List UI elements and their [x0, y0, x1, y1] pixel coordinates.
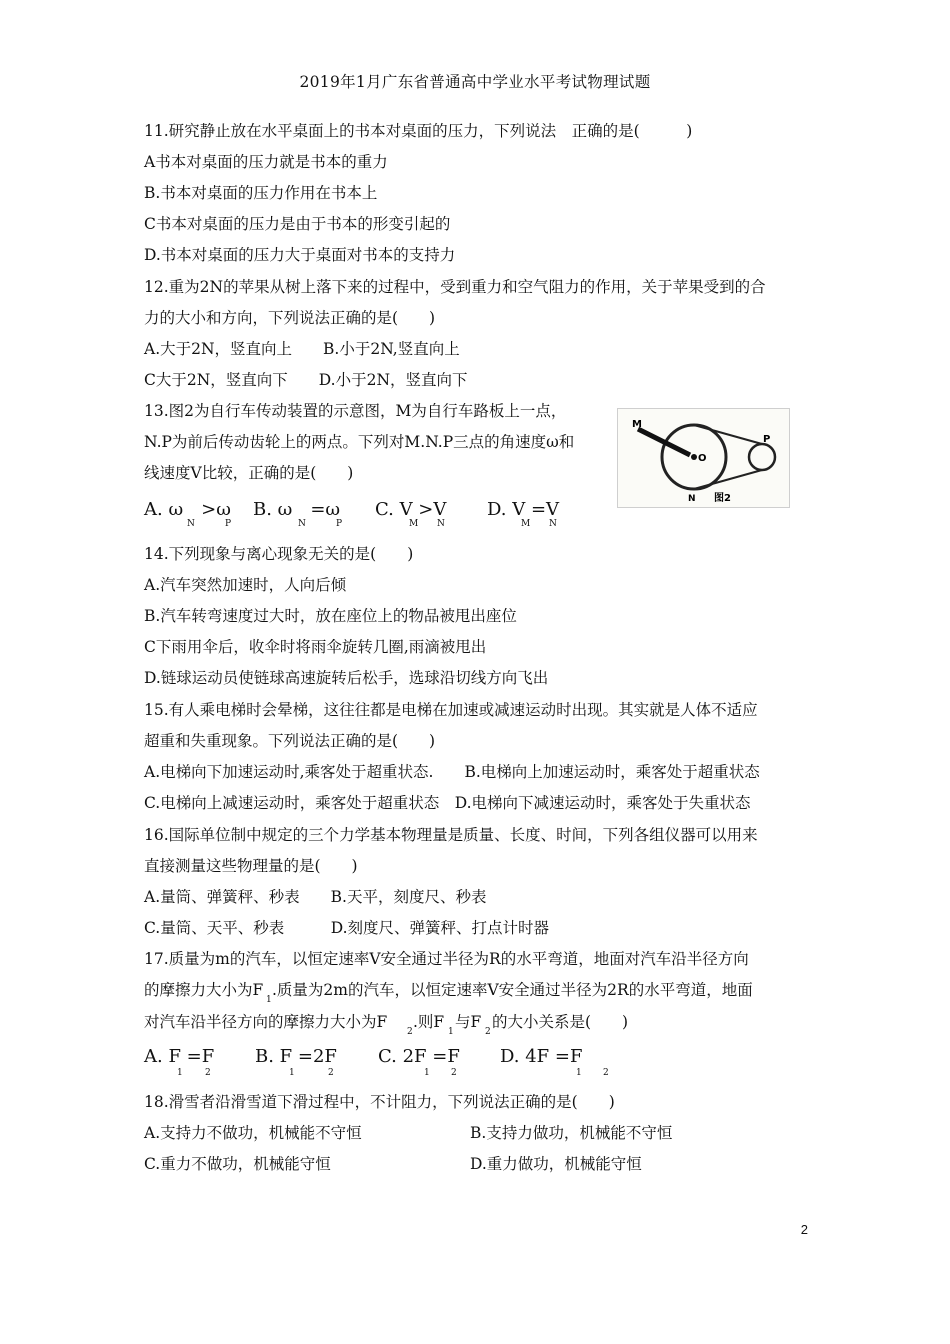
subscript-1: 1 — [289, 1068, 295, 1078]
figure-label-p: P — [763, 434, 771, 445]
question-17-option-a: A. F =F — [144, 1046, 215, 1067]
subscript-1: 1 — [576, 1068, 582, 1078]
question-18-option-b: B.支持力做功，机械能不守恒 — [470, 1124, 673, 1142]
figure-caption: 图2 — [714, 493, 731, 504]
subscript-n: N — [298, 519, 306, 529]
question-14-option-d: D.链球运动员使链球高速旋转后松手，选球沿切线方向飞出 — [144, 669, 549, 687]
question-17-stem-line3b: .则F — [413, 1013, 445, 1031]
question-16-options-cd: C.量筒、天平、秒表 D.刻度尺、弹簧秤、打点计时器 — [144, 919, 550, 937]
subscript-2: 2 — [407, 1027, 413, 1037]
question-12-stem-line1: 12.重为2N的苹果从树上落下来的过程中，受到重力和空气阻力的作用，关于苹果受到的合 — [144, 278, 766, 296]
question-13-stem-line1: 13.图2为自行车传动装置的示意图，M为自行车路板上一点， — [144, 402, 567, 420]
question-11-option-c: C书本对桌面的压力是由于书本的形变引起的 — [144, 215, 451, 233]
question-15-options-cd: C.电梯向上减速运动时，乘客处于超重状态 D.电梯向下减速运动时，乘客处于失重状态 — [144, 794, 751, 812]
question-17-stem-line1: 17.质量为m的汽车，以恒定速率V安全通过半径为R的水平弯道，地面对汽车沿半径方向 — [144, 950, 749, 968]
question-17-stem-line2a: 的摩擦力大小为F — [144, 981, 264, 999]
question-11-option-d: D.书本对桌面的压力大于桌面对书本的支持力 — [144, 246, 456, 264]
question-17-stem-line2b: .质量为2m的汽车，以恒定速率V安全通过半径为2R的水平弯道，地面 — [272, 981, 753, 999]
question-12-stem-line2: 力的大小和方向，下列说法正确的是( ) — [144, 309, 436, 327]
subscript-m: M — [409, 519, 419, 529]
question-16-stem-line2: 直接测量这些物理量的是( ) — [144, 857, 358, 875]
question-11-option-b: B.书本对桌面的压力作用在书本上 — [144, 184, 378, 202]
question-17-option-b: B. F =2F — [255, 1046, 337, 1067]
bicycle-transmission-figure — [617, 408, 790, 508]
question-18-option-d: D.重力做功，机械能守恒 — [470, 1155, 642, 1173]
question-11-stem: 11.研究静止放在水平桌面上的书本对桌面的压力，下列说法 正确的是( ) — [144, 122, 693, 140]
question-16-stem-line1: 16.国际单位制中规定的三个力学基本物理量是质量、长度、时间，下列各组仪器可以用来 — [144, 826, 758, 844]
subscript-2: 2 — [603, 1068, 609, 1078]
subscript-1: 1 — [424, 1068, 430, 1078]
question-13-stem-line2: N.P为前后传动齿轮上的两点。下列对M.N.P三点的角速度ω和 — [144, 433, 575, 451]
question-17-stem-line3d: 的大小关系是( ) — [492, 1013, 629, 1031]
question-13-option-b: B. ω =ω — [253, 499, 341, 520]
question-18-stem: 18.滑雪者沿滑雪道下滑过程中，不计阻力，下列说法正确的是( ) — [144, 1093, 615, 1111]
bicycle-transmission-diagram — [618, 409, 789, 507]
subscript-m: M — [521, 519, 531, 529]
question-15-stem-line2: 超重和失重现象。下列说法正确的是( ) — [144, 732, 436, 750]
figure-label-m: M — [632, 419, 642, 430]
subscript-1: 1 — [266, 995, 272, 1005]
question-14-option-c: C下雨用伞后，收伞时将雨伞旋转几圈,雨滴被甩出 — [144, 638, 487, 656]
question-12-options-cd: C大于2N，竖直向下 D.小于2N，竖直向下 — [144, 371, 468, 389]
question-12-options-ab: A.大于2N，竖直向上 B.小于2N,竖直向上 — [144, 340, 460, 358]
subscript-2: 2 — [451, 1068, 457, 1078]
question-18-option-c: C.重力不做功，机械能守恒 — [144, 1155, 331, 1173]
question-13-option-a: A. ω >ω — [144, 499, 231, 520]
question-14-stem: 14.下列现象与离心现象无关的是( ) — [144, 545, 414, 563]
subscript-p: P — [336, 519, 343, 529]
subscript-1: 1 — [448, 1027, 454, 1037]
subscript-2: 2 — [205, 1068, 211, 1078]
question-13-option-d: D. V =V — [487, 499, 560, 520]
question-18-option-a: A.支持力不做功，机械能不守恒 — [144, 1124, 362, 1142]
question-15-stem-line1: 15.有人乘电梯时会晕梯，这往往都是电梯在加速或减速运动时出现。其实就是人体不适应 — [144, 701, 758, 719]
subscript-1: 1 — [177, 1068, 183, 1078]
figure-label-o: O — [698, 453, 707, 464]
question-17-stem-line3a: 对汽车沿半径方向的摩擦力大小为F — [144, 1013, 388, 1031]
question-13-stem-line3: 线速度V比较，正确的是( ) — [144, 464, 354, 482]
page-number: 2 — [800, 1222, 808, 1237]
page-title: 2019年1月广东省普通高中学业水平考试物理试题 — [299, 73, 651, 91]
subscript-p: P — [225, 519, 232, 529]
question-13-option-c: C. V >V — [375, 499, 447, 520]
subscript-2: 2 — [485, 1027, 491, 1037]
question-17-stem-line3c: 与F — [455, 1013, 482, 1031]
question-14-option-a: A.汽车突然加速时，人向后倾 — [144, 576, 347, 594]
subscript-2: 2 — [328, 1068, 334, 1078]
question-17-option-c: C. 2F =F — [378, 1046, 460, 1067]
subscript-n: N — [187, 519, 195, 529]
question-15-options-ab: A.电梯向下加速运动时,乘客处于超重状态. B.电梯向上加速运动时，乘客处于超重状态 — [144, 763, 760, 781]
subscript-n: N — [549, 519, 557, 529]
question-17-option-d: D. 4F =F — [500, 1046, 583, 1067]
question-11-option-a: A书本对桌面的压力就是书本的重力 — [144, 153, 388, 171]
figure-label-n: N — [688, 494, 696, 504]
question-16-options-ab: A.量筒、弹簧秤、秒表 B.天平，刻度尺、秒表 — [144, 888, 487, 906]
question-14-option-b: B.汽车转弯速度过大时，放在座位上的物品被甩出座位 — [144, 607, 517, 625]
subscript-n: N — [437, 519, 445, 529]
